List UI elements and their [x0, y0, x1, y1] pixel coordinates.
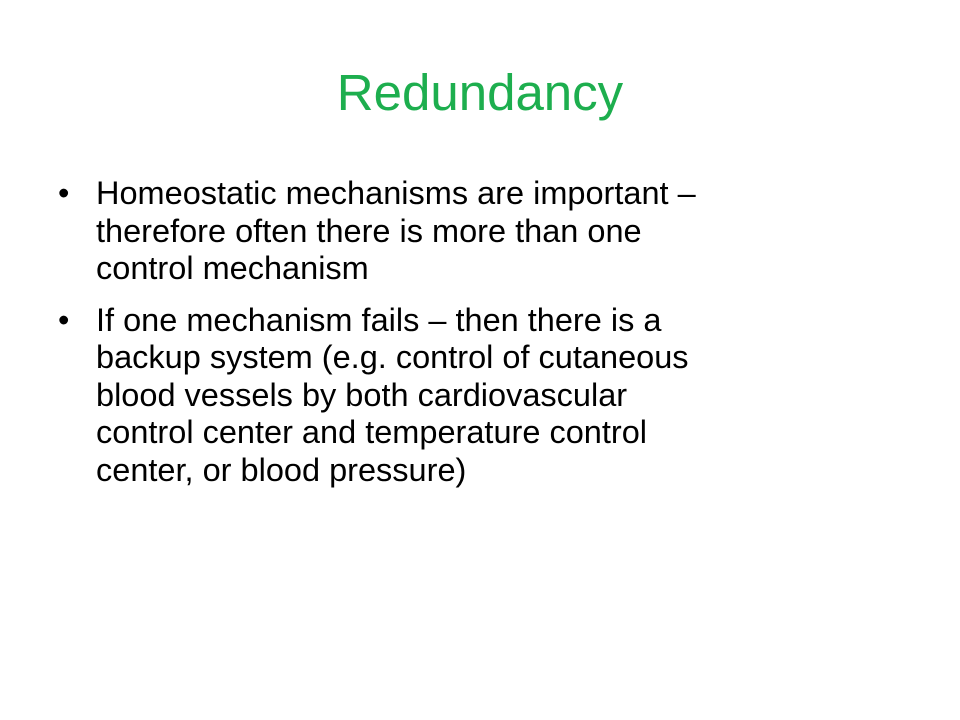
bullet-item	[58, 175, 938, 288]
bullet-text-line: blood vessels by both cardiovascular	[96, 376, 628, 413]
bullet-point-icon: •	[58, 301, 70, 338]
bullet-text-line: backup system (e.g. control of cutaneous	[96, 339, 689, 375]
bullet-text-line: control center and temperature control	[96, 414, 647, 450]
bullet-text-line: control mechanism	[96, 250, 369, 286]
slide-title: Redundancy	[336, 64, 624, 121]
bullet-text-line: Homeostatic mechanisms are important –	[96, 175, 696, 211]
bullet-point-icon: •	[58, 175, 70, 211]
bullet-text-line: center, or blood pressure)	[96, 451, 467, 488]
bullet-text-line: If one mechanism fails – then there is a	[96, 301, 662, 338]
bullet-item	[58, 302, 938, 490]
bullet-text-line: therefore often there is more than one	[96, 212, 642, 249]
bullet-list	[58, 175, 938, 503]
